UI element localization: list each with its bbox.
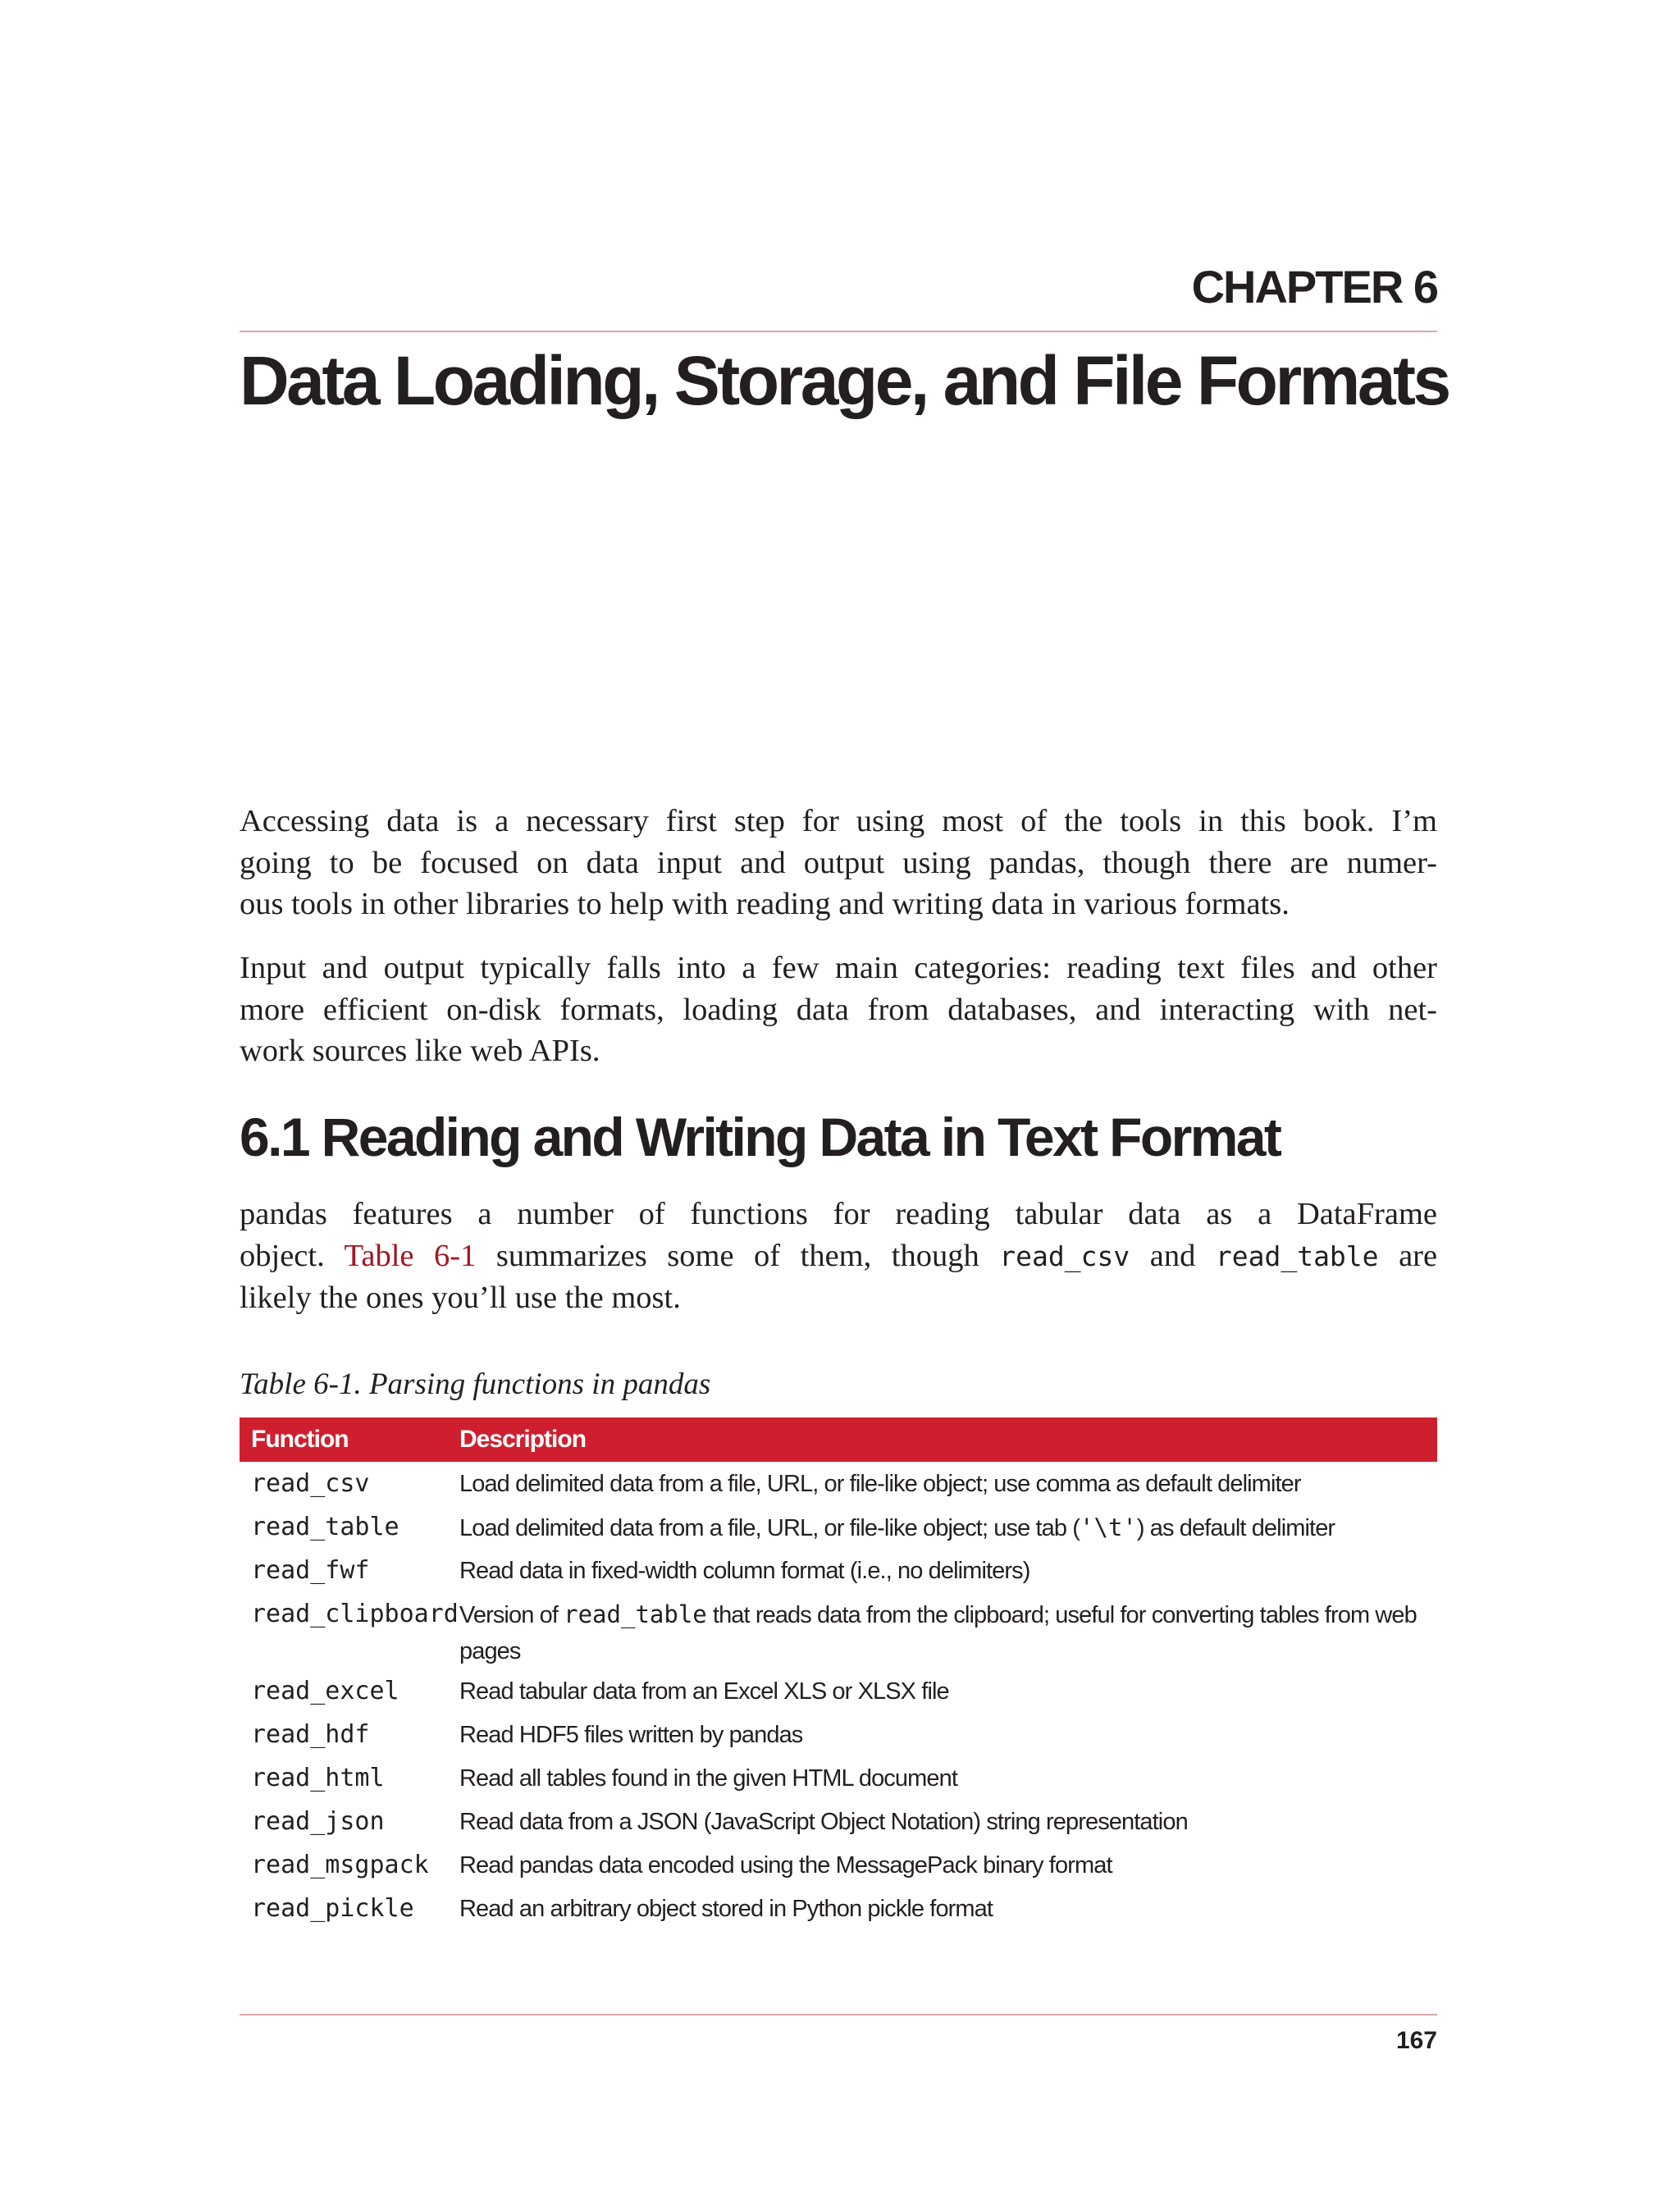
chapter-label: CHAPTER 6 bbox=[1191, 261, 1437, 313]
function-description: Read data in fixed-width column format (i.e., no delimiters) bbox=[459, 1558, 1030, 1584]
table-row bbox=[240, 1592, 1437, 1669]
parsing-functions-table bbox=[240, 1418, 1437, 1930]
read-table-code: read_table bbox=[1215, 1239, 1379, 1272]
intro-paragraph-1 bbox=[240, 801, 1437, 925]
function-description: Read pandas data encoded using the MessagePack binary format bbox=[459, 1852, 1112, 1879]
desc-pre: Version of bbox=[459, 1602, 564, 1628]
desc-post: ) as default delimiter bbox=[1136, 1515, 1335, 1541]
section-p-line-2-end: are bbox=[1399, 1238, 1438, 1273]
function-description: Read an arbitrary object stored in Python pickle format bbox=[459, 1896, 993, 1922]
intro-paragraph-2 bbox=[240, 947, 1437, 1072]
table-row bbox=[240, 1887, 1437, 1930]
function-description: Load delimited data from a file, URL, or file-like object; use comma as default delimiter bbox=[459, 1471, 1301, 1497]
table-row bbox=[240, 1756, 1437, 1800]
section-paragraph bbox=[240, 1194, 1437, 1319]
section-p-line-2 bbox=[240, 1235, 1437, 1278]
intro-p1-line-3: ous tools in other libraries to help with reading and writing data in various formats. bbox=[240, 887, 1290, 921]
table-caption: Table 6-1. Parsing functions in pandas bbox=[240, 1367, 711, 1401]
read-table-inline-code: read_table bbox=[564, 1600, 707, 1628]
function-description bbox=[459, 1596, 1437, 1669]
function-description bbox=[459, 1509, 1437, 1546]
function-name: read_csv bbox=[251, 1469, 370, 1498]
desc-post: that reads data from the clipboard; useful for converting tables from web pages bbox=[459, 1602, 1417, 1664]
function-name: read_pickle bbox=[251, 1894, 414, 1923]
function-name: read_fwf bbox=[251, 1556, 370, 1585]
function-description: Read all tables found in the given HTML document bbox=[459, 1765, 957, 1792]
intro-p1-line-2: going to be focused on data input and output using pandas, though there are numer- bbox=[240, 845, 1437, 880]
table-row bbox=[240, 1669, 1437, 1713]
section-p-line-3: likely the ones you’ll use the most. bbox=[240, 1281, 681, 1315]
intro-p2-line-2: more efficient on-disk formats, loading data from databases, and interacting with net- bbox=[240, 992, 1437, 1027]
table-row bbox=[240, 1800, 1437, 1843]
function-name: read_html bbox=[251, 1764, 385, 1792]
section-p-line-1: pandas features a number of functions for reading tabular data as a DataFrame bbox=[240, 1197, 1437, 1231]
table-row bbox=[240, 1713, 1437, 1756]
section-title: 6.1 Reading and Writing Data in Text Format bbox=[240, 1107, 1281, 1167]
function-description: Read data from a JSON (JavaScript Object Notation) string representation bbox=[459, 1809, 1188, 1835]
intro-p1-line-1: Accessing data is a necessary first step for using most of the tools in this book. I’m bbox=[240, 804, 1437, 838]
footer-rule bbox=[240, 2014, 1437, 2016]
function-description: Read tabular data from an Excel XLS or XLSX file bbox=[459, 1678, 949, 1705]
header-description: Description bbox=[459, 1426, 587, 1453]
read-csv-code: read_csv bbox=[999, 1239, 1130, 1272]
chapter-title: Data Loading, Storage, and File Formats bbox=[240, 342, 1449, 419]
table-row bbox=[240, 1505, 1437, 1549]
table-6-1-link[interactable]: Table 6-1 bbox=[344, 1238, 477, 1273]
intro-p2-line-3: work sources like web APIs. bbox=[240, 1034, 600, 1068]
page-number: 167 bbox=[1395, 2027, 1437, 2054]
function-name: read_msgpack bbox=[251, 1851, 429, 1879]
function-name: read_table bbox=[251, 1513, 399, 1541]
table-row bbox=[240, 1549, 1437, 1592]
header-function: Function bbox=[251, 1426, 349, 1453]
intro-p2-line-1: Input and output typically falls into a few main categories: reading text files and other bbox=[240, 951, 1437, 985]
function-name: read_json bbox=[251, 1807, 385, 1836]
tab-char-code: '\t' bbox=[1080, 1513, 1137, 1541]
function-name: read_excel bbox=[251, 1677, 399, 1705]
function-name: read_hdf bbox=[251, 1720, 370, 1749]
function-name: read_clipboard bbox=[251, 1600, 459, 1628]
function-description: Read HDF5 files written by pandas bbox=[459, 1722, 803, 1748]
table-row bbox=[240, 1462, 1437, 1505]
section-p-line-2-and: and bbox=[1149, 1238, 1196, 1273]
section-p-line-2-start: object. bbox=[240, 1238, 325, 1273]
desc-pre: Load delimited data from a file, URL, or file-like object; use tab ( bbox=[459, 1515, 1080, 1541]
section-p-line-2-mid: summarizes some of them, though bbox=[495, 1238, 979, 1273]
table-row bbox=[240, 1843, 1437, 1887]
table-header-row bbox=[240, 1418, 1437, 1462]
chapter-rule bbox=[240, 331, 1437, 332]
